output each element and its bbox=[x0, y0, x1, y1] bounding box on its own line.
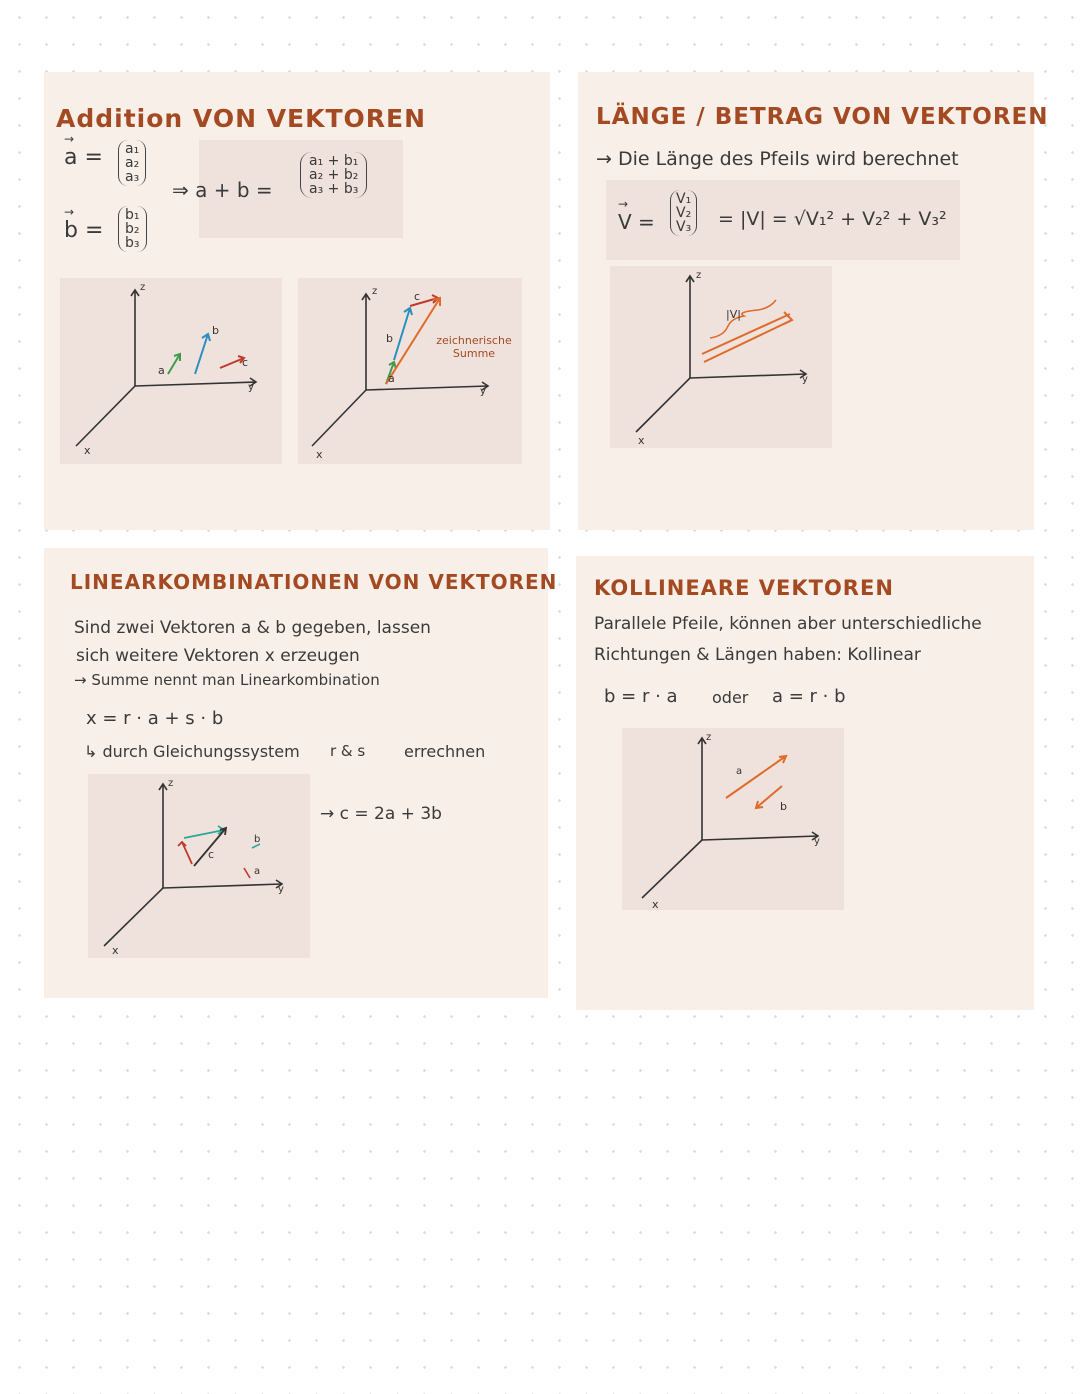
svg-text:x: x bbox=[652, 898, 659, 911]
addition-axes-1 bbox=[60, 278, 282, 464]
length-title: LÄNGE / BETRAG VON VEKTOREN bbox=[596, 104, 1049, 130]
vector-a-components: a₁ a₂ a₃ bbox=[118, 140, 146, 186]
svg-text:z: z bbox=[696, 270, 702, 281]
linear-title: LINEARKOMBINATIONEN VON VEKTOREN bbox=[70, 570, 558, 594]
collinear-axes bbox=[622, 728, 844, 910]
svg-text:x: x bbox=[112, 944, 119, 957]
addition-title: Addition VON VEKTOREN bbox=[56, 104, 427, 133]
svg-text:x: x bbox=[316, 448, 323, 461]
svg-text:b: b bbox=[254, 834, 261, 845]
svg-text:y: y bbox=[802, 374, 808, 385]
collinear-line-1: Parallele Pfeile, können aber unterschiedliche bbox=[594, 614, 982, 634]
collinear-title: KOLLINEARE VEKTOREN bbox=[594, 576, 894, 600]
vector-v-components: V₁ V₂ V₃ bbox=[670, 190, 697, 236]
vector-c-text: c bbox=[242, 356, 249, 369]
collinear-eq-2: a = r · b bbox=[772, 686, 846, 707]
linear-line-3: → Summe nennt man Linearkombination bbox=[74, 671, 380, 689]
svg-text:y: y bbox=[278, 884, 284, 895]
collinear-line-2: Richtungen & Längen haben: Kollinear bbox=[594, 645, 921, 665]
vector-a-label: → a = bbox=[64, 145, 103, 170]
linear-axes bbox=[88, 774, 310, 958]
addition-axes-2 bbox=[298, 278, 522, 464]
svg-text:y: y bbox=[480, 386, 486, 397]
vector-a-arrow bbox=[168, 354, 180, 374]
sum-expression: ⇒ a + b = bbox=[172, 178, 273, 202]
length-subtitle: → Die Länge des Pfeils wird berechnet bbox=[596, 148, 959, 170]
vector-b-label: → b = bbox=[64, 218, 103, 243]
svg-text:a: a bbox=[388, 372, 395, 385]
vector-v-label: → V = bbox=[618, 210, 655, 234]
linear-rs: r & s bbox=[330, 742, 366, 760]
vector-b-text: b bbox=[212, 324, 219, 337]
linear-formula: x = r · a + s · b bbox=[86, 708, 224, 729]
svg-text:a: a bbox=[736, 766, 743, 777]
vector-b-components: b₁ b₂ b₃ bbox=[118, 206, 147, 252]
axis-x-label: x bbox=[84, 444, 91, 457]
svg-text:c: c bbox=[208, 848, 215, 861]
svg-text:z: z bbox=[168, 778, 174, 789]
svg-text:z: z bbox=[706, 732, 712, 743]
axis-z-label: z bbox=[140, 282, 146, 293]
svg-text:b: b bbox=[386, 332, 393, 345]
length-axes bbox=[610, 266, 832, 448]
vector-b-arrow bbox=[195, 334, 208, 374]
length-formula: = |V| = √V₁² + V₂² + V₃² bbox=[718, 208, 947, 230]
length-vector-label: |V| bbox=[726, 308, 741, 321]
svg-text:c: c bbox=[414, 290, 421, 303]
linear-example: → c = 2a + 3b bbox=[320, 804, 442, 824]
zeichnerische-summe-note: zeichnerische Summe bbox=[436, 334, 512, 360]
collinear-or: oder bbox=[712, 688, 749, 707]
linear-compute: errechnen bbox=[404, 742, 486, 761]
linear-line-2: sich weitere Vektoren x erzeugen bbox=[76, 646, 360, 666]
vector-a-text: a bbox=[158, 364, 165, 377]
svg-text:x: x bbox=[638, 434, 645, 447]
linear-line-1: Sind zwei Vektoren a & b gegeben, lassen bbox=[74, 618, 431, 638]
sum-components: a₁ + b₁ a₂ + b₂ a₃ + b₃ bbox=[300, 152, 367, 198]
svg-text:a: a bbox=[254, 866, 261, 877]
collinear-eq-1: b = r · a bbox=[604, 686, 678, 707]
svg-text:z: z bbox=[372, 286, 378, 297]
linear-note: ↳ durch Gleichungssystem bbox=[84, 742, 300, 761]
svg-text:y: y bbox=[814, 836, 820, 847]
axis-y-label: y bbox=[248, 382, 254, 393]
svg-text:b: b bbox=[780, 800, 787, 813]
